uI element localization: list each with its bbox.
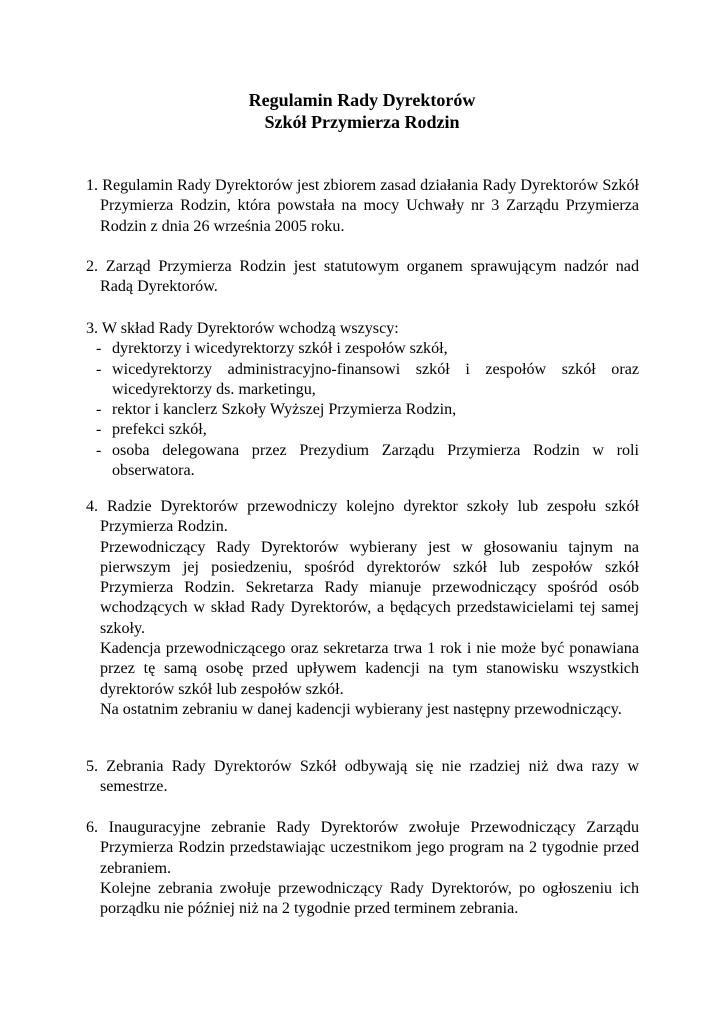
bullet-dash: -	[96, 421, 102, 439]
list-item	[86, 420, 639, 440]
section-paragraph	[86, 497, 639, 538]
section-1	[86, 176, 639, 237]
list-item-text: osoba delegowana przez Prezydium Zarządu Przymierza Rodzin w roli obserwatora.	[112, 441, 639, 480]
section-5	[86, 757, 639, 798]
section-3	[86, 319, 639, 481]
section-text: W skład Rady Dyrektorów wchodzą wszyscy:	[101, 320, 399, 337]
section-paragraph	[86, 818, 639, 879]
bullet-dash: -	[96, 441, 102, 459]
list-item	[86, 339, 639, 359]
section-text: Radzie Dyrektorów przewodniczy kolejno dyrektor szkoły lub zespołu szkół Przymierza Rodzin.	[100, 498, 639, 536]
section-paragraph: Kadencja przewodniczącego oraz sekretarza trwa 1 rok i nie może być ponawiana przez tę samą osobę przed upływem kadencji na tym stanowisku wszystkich dyrektorów szkół lub zespołów szkół.	[100, 640, 639, 698]
section-paragraph: Kolejne zebrania zwołuje przewodniczący Rady Dyrektorów, po ogłoszeniu ich porządku nie później niż na 2 tygodnie przed terminem zebrania.	[100, 879, 639, 918]
section-paragraph	[86, 757, 639, 798]
section-paragraph: Na ostatnim zebraniu w danej kadencji wybierany jest następny przewodniczący.	[100, 700, 622, 718]
list-item-text: dyrektorzy i wicedyrektorzy szkół i zespołów szkół,	[112, 340, 448, 358]
section-number: 6.	[86, 819, 99, 836]
document-subtitle: Szkół Przymierza Rodzin	[264, 112, 460, 132]
section-number: 2.	[86, 258, 99, 275]
section-2	[86, 257, 639, 298]
section-paragraph: Przewodniczący Rady Dyrektorów wybierany jest w głosowaniu tajnym na pierwszym jej posiedzeniu, spośród dyrektorów szkół lub zespołów szkół Przymierza Rodzin. Sekretarza Rady mianuje przewodniczący spośród osób wchodzących w skład Rady Dyrektorów, a będących przedstawicielami tej samej szkoły.	[100, 538, 639, 637]
section-text: Inauguracyjne zebranie Rady Dyrektorów zwołuje Przewodniczący Zarządu Przymierza Rodzin przedstawiając uczestnikom jego program na 2 tygodnie przed zebraniem.	[100, 819, 640, 877]
bullet-dash: -	[96, 360, 102, 378]
section-number: 5.	[86, 758, 99, 775]
section-6	[86, 818, 639, 919]
section-4	[86, 497, 639, 720]
list-item-text: wicedyrektorzy administracyjno-finansowi szkół i zespołów szkół oraz wicedyrektorzy ds. marketingu,	[112, 360, 639, 398]
section-paragraph	[86, 257, 639, 298]
list-item	[86, 441, 639, 482]
section-paragraph	[86, 319, 639, 339]
document-title: Regulamin Rady Dyrektorów	[248, 90, 476, 110]
section-number: 3.	[86, 320, 99, 337]
list-item	[86, 400, 639, 420]
section-number: 1.	[86, 177, 99, 194]
section-number: 4.	[86, 498, 99, 515]
list-item	[86, 360, 639, 401]
bullet-dash: -	[96, 401, 102, 419]
list-item-text: rektor i kanclerz Szkoły Wyższej Przymierza Rodzin,	[112, 401, 457, 419]
bullet-dash: -	[96, 340, 102, 358]
list-item-text: prefekci szkół,	[112, 421, 207, 439]
membership-list	[86, 339, 639, 481]
section-paragraph	[86, 176, 639, 237]
section-text: Zebrania Rady Dyrektorów Szkół odbywają się nie rzadziej niż dwa razy w semestrze.	[100, 758, 640, 796]
section-text: Regulamin Rady Dyrektorów jest zbiorem zasad działania Rady Dyrektorów Szkół Przymierza Rodzin, która powstała na mocy Uchwały nr 3 Zarządu Przymierza Rodzin z dnia 26 września 2005 roku.	[100, 177, 639, 235]
section-text: Zarząd Przymierza Rodzin jest statutowym organem sprawującym nadzór nad Radą Dyrektorów.	[100, 258, 639, 296]
